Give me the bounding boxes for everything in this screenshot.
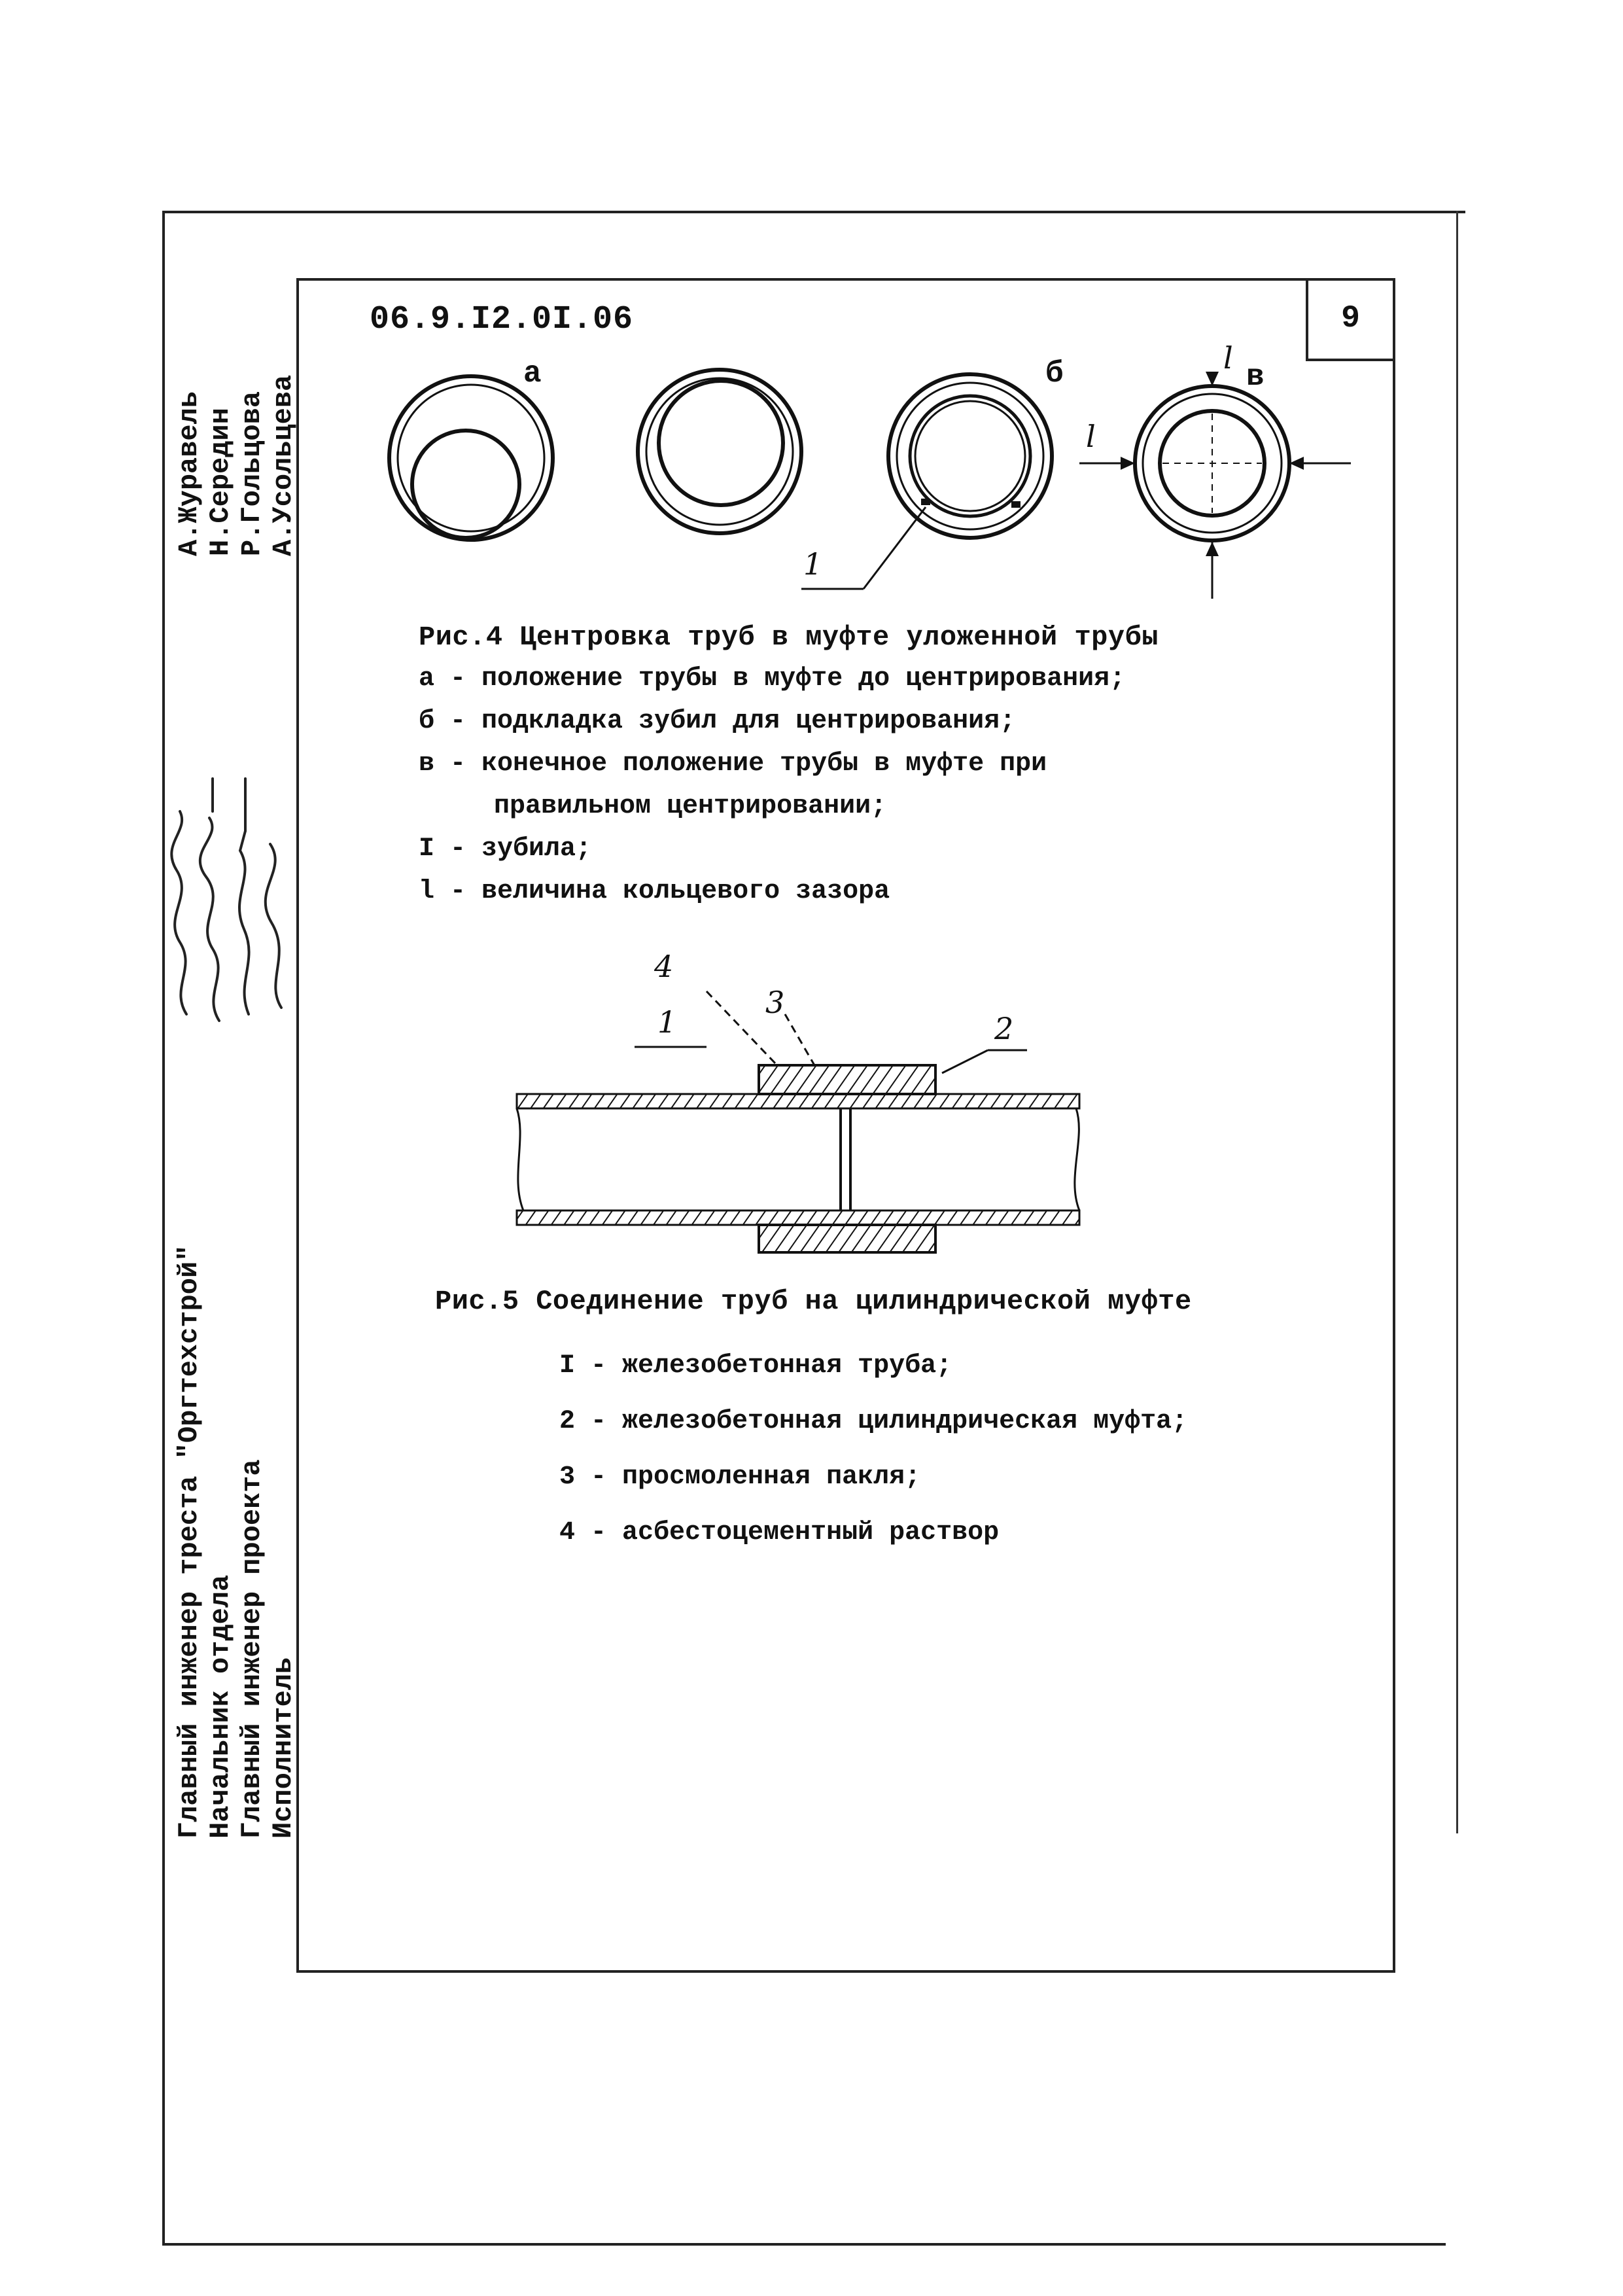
fig4-caption: Рис.4 Центровка труб в муфте уложенной трубы xyxy=(419,622,1159,653)
fig4-dim-l-top: l xyxy=(1223,340,1233,376)
page-number: 9 xyxy=(1341,301,1360,336)
fig5-legend-item: 3 - просмоленная пакля; xyxy=(559,1462,921,1492)
sidebar-role: Начальник отдела xyxy=(205,1574,236,1839)
fig4-label-v: в xyxy=(1246,360,1265,394)
signatures-icon xyxy=(167,556,317,1027)
pipe-v-centered xyxy=(1079,372,1351,599)
fig4-label-a: а xyxy=(523,357,542,391)
fig5-callout-4: 4 xyxy=(654,949,674,984)
sidebar-role: Главный инженер треста "Оргтехстрой" xyxy=(173,1245,205,1839)
sidebar-name: А.Журавель xyxy=(173,391,205,556)
fig5-callout-1: 1 xyxy=(657,1004,677,1040)
fig4-label-b: б xyxy=(1045,357,1064,391)
fig5-legend-item: 2 - железобетонная цилиндрическая муфта; xyxy=(559,1407,1188,1436)
sidebar-role: Исполнитель xyxy=(268,1657,299,1839)
fig5-callout-3: 3 xyxy=(765,985,785,1020)
sidebar-name: А.Усольцева xyxy=(268,374,299,556)
fig4-legend-item: l - величина кольцевого зазора xyxy=(419,877,890,906)
pipe-middle xyxy=(638,370,801,533)
fig4-legend-item: а - положение трубы в муфте до центрирования; xyxy=(419,664,1126,694)
fig4-legend-item: правильном центрировании; xyxy=(494,792,887,821)
sidebar-name: Н.Середин xyxy=(205,408,236,556)
fig5-legend-item: 4 - асбестоцементный раствор xyxy=(559,1518,1000,1547)
sidebar-role: Главный инженер проекта xyxy=(236,1459,268,1839)
fig5-caption: Рис.5 Соединение труб на цилиндрической муфте xyxy=(435,1286,1192,1317)
fig4-callout-1: 1 xyxy=(803,546,823,582)
fig5-callout-2: 2 xyxy=(994,1011,1014,1046)
fig5-legend-item: I - железобетонная труба; xyxy=(559,1351,952,1381)
fig4-dim-l-left: l xyxy=(1086,419,1096,454)
approval-sidebar xyxy=(173,334,324,1839)
fig4-legend-item: в - конечное положение трубы в муфте при xyxy=(419,749,1047,779)
fig4-legend-item: б - подкладка зубил для центрирования; xyxy=(419,707,1016,736)
pipe-b-with-chisels xyxy=(801,374,1052,589)
outer-frame-bottom xyxy=(164,2243,1446,2246)
document-code: 06.9.I2.0I.06 xyxy=(370,301,634,338)
sidebar-name: Р.Гольцова xyxy=(236,391,268,556)
pipe-a-misaligned xyxy=(389,376,553,540)
fig4-legend-item: I - зубила; xyxy=(419,834,592,864)
